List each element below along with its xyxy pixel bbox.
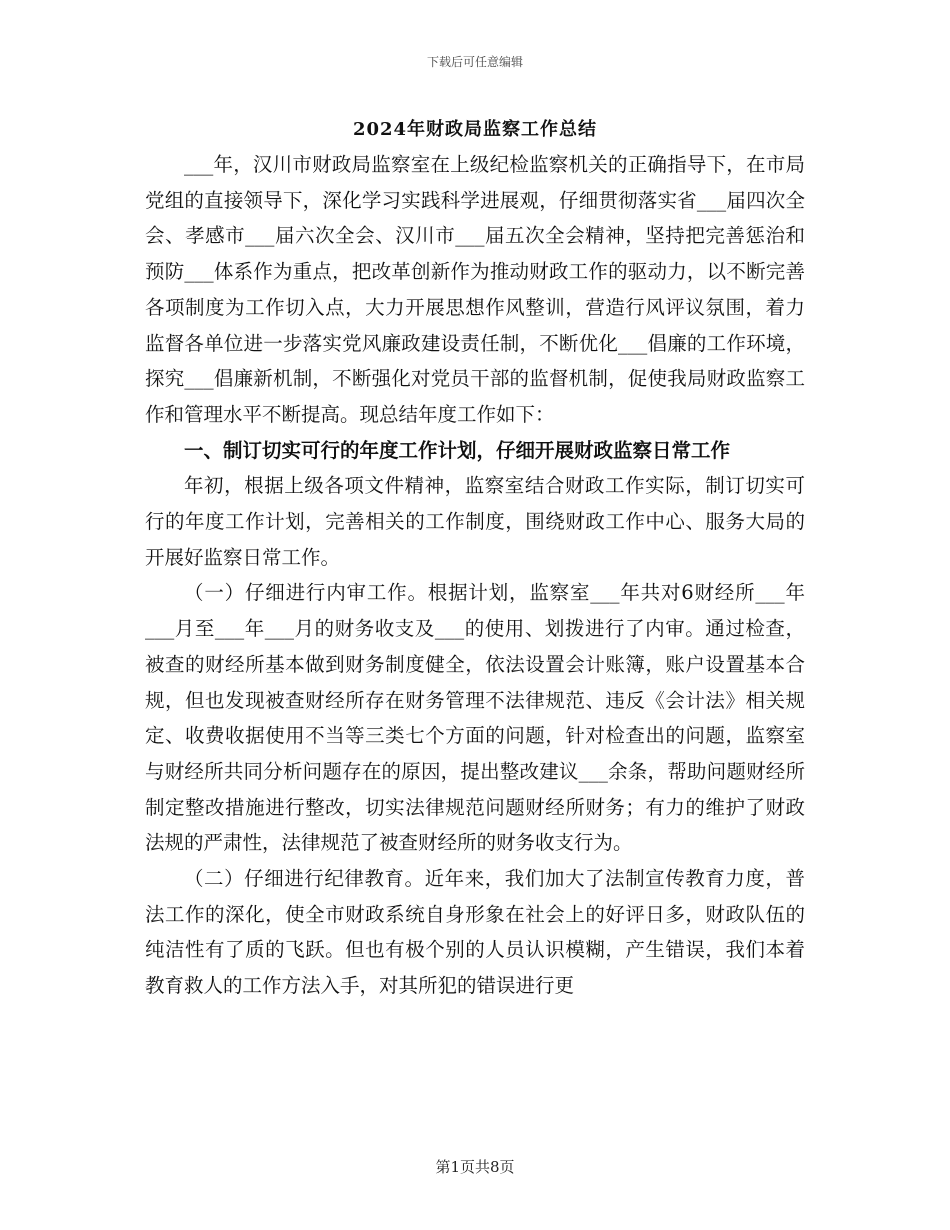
section-heading-1: 一、制订切实可行的年度工作计划，仔细开展财政监察日常工作	[184, 438, 731, 462]
paragraph-discipline: （二）仔细进行纪律教育。近年来，我们加大了法制宣传教育力度，普法工作的深化，使全市财政系统自身形象在社会上的好评日多，财政队伍的纯洁性有了质的飞跃。但也有极个别的人员认识模糊，产生错误，我们本着教育救人的工作方法入手，对其所犯的错误进行更	[145, 867, 805, 998]
page-number: 第1页共8页	[435, 1158, 515, 1176]
paragraph-audit: （一）仔细进行内审工作。根据计划，监察室___年共对6财经所___年___月至___年___月的财务收支及___的使用、划拨进行了内审。通过检查，被查的财经所基本做到财务制度健全，依法设置会计账簿，账户设置基本合规，但也发现被查财经所存在财务管理不法律规范、违反《会计法》相关规定、收费收据使用不当等三类七个方面的问题，针对检查出的问题，监察室与财经所共同分析问题存在的原因，提出整改建议___余条，帮助问题财经所制定整改措施进行整改，切实法律规范问题财经所财务；有力的维护了财政法规的严肃性，法律规范了被查财经所的财务收支行为。	[145, 581, 805, 855]
paragraph-section-1: 年初，根据上级各项文件精神，监察室结合财政工作实际，制订切实可行的年度工作计划，完善相关的工作制度，围绕财政工作中心、服务大局的开展好监察日常工作。	[145, 474, 805, 569]
paragraph-intro: ___年，汉川市财政局监察室在上级纪检监察机关的正确指导下，在市局党组的直接领导下，深化学习实践科学进展观，仔细贯彻落实省___届四次全会、孝感市___届六次全会、汉川市___届五次全会精神，坚持把完善惩治和预防___体系作为重点，把改革创新作为推动财政工作的驱动力，以不断完善各项制度为工作切入点，大力开展思想作风整训，营造行风评议氛围，着力监督各单位进一步落实党风廉政建设责任制，不断优化___倡廉的工作环境，探究___倡廉新机制，不断强化对党员干部的监督机制，促使我局财政监察工作和管理水平不断提高。现总结年度工作如下：	[145, 153, 805, 426]
document-body	[145, 147, 805, 1004]
document-title: 2024年财政局监察工作总结	[352, 119, 598, 140]
page-header-note: 下载后可任意编辑	[426, 55, 523, 69]
